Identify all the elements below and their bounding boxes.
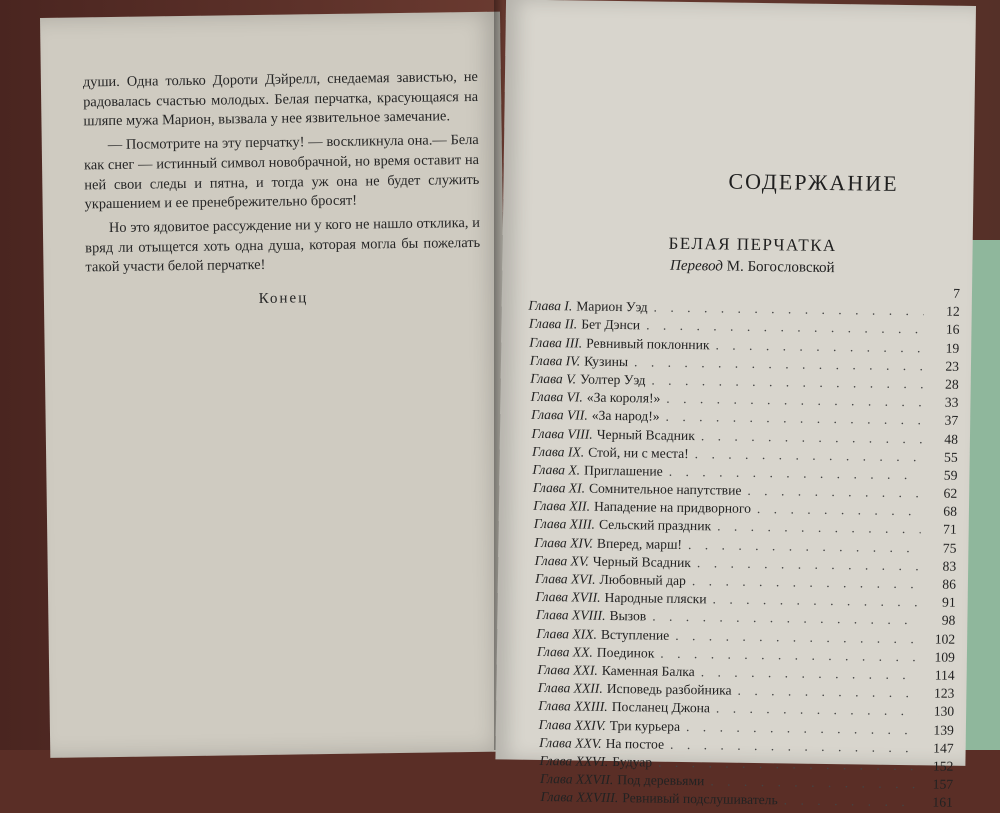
chapter-number: Глава XXVIII. xyxy=(540,789,619,806)
dot-leader xyxy=(712,592,919,611)
dot-leader xyxy=(701,428,922,447)
page-number: 161 xyxy=(932,794,953,811)
dot-leader xyxy=(654,300,924,320)
chapter-title: Черный Всадник xyxy=(596,426,695,443)
chapter-number: Глава III. xyxy=(529,334,583,351)
page-number: 23 xyxy=(945,358,960,374)
page-number: 33 xyxy=(944,394,959,410)
translator-prefix: Перевод xyxy=(669,257,724,275)
right-page xyxy=(495,0,976,811)
page-number: 55 xyxy=(944,449,958,465)
paragraph: Но это ядовитое рассуждение ни у кого не нашло отклика, и вряд ли отыщется хоть одна душа, которая могла бы пожелать такой участи белой перчатке! xyxy=(85,214,481,276)
page-number: 114 xyxy=(934,667,955,683)
chapter-number: Глава II. xyxy=(528,316,578,332)
dot-leader xyxy=(701,664,919,683)
chapter-number: Глава XVI. xyxy=(535,570,596,587)
page-number: 157 xyxy=(932,776,954,792)
dot-leader xyxy=(737,683,918,702)
page-number: 102 xyxy=(934,631,956,647)
dot-leader xyxy=(695,446,922,465)
dot-leader xyxy=(710,773,917,792)
chapter-title: «За короля!» xyxy=(586,389,661,406)
left-page xyxy=(40,12,510,758)
page-number: 62 xyxy=(943,485,958,501)
chapter-title: Марион Уэд xyxy=(576,298,648,315)
chapter-title: Уолтер Уэд xyxy=(580,371,646,388)
chapter-number: Глава VII. xyxy=(531,407,588,423)
chapter-number: Глава XIII. xyxy=(533,516,596,533)
chapter-title: Каменная Балка xyxy=(601,662,695,680)
chapter-title: Ревнивый подслушиватель xyxy=(622,790,778,808)
chapter-title: Посланец Джона xyxy=(611,699,711,716)
left-page-text xyxy=(83,68,481,312)
chapter-number: Глава XXIII. xyxy=(538,698,608,715)
dot-leader xyxy=(665,409,922,429)
chapter-number: Глава VIII. xyxy=(531,425,593,442)
paragraph: души. Одна только Дороти Дэйрелл, снедаемая завистью, не радовалась счастью молодых. Белая перчатка, красующаяся на шляпе мужа Марион, вызвала у нее язвительное замечание. xyxy=(82,68,479,130)
dot-leader xyxy=(688,537,921,556)
contents-heading: СОДЕРЖАНИЕ xyxy=(728,168,899,196)
page-number: 68 xyxy=(943,503,958,520)
chapter-number: Глава X. xyxy=(532,461,581,478)
chapter-title: Поединок xyxy=(596,644,655,661)
dot-leader xyxy=(716,701,918,720)
dot-leader xyxy=(666,391,922,411)
chapter-number: Глава XIV. xyxy=(534,534,594,551)
chapter-title: Под деревьями xyxy=(617,772,705,789)
chapter-title: Сомнительное напутствие xyxy=(588,480,742,498)
page-number: 19 xyxy=(945,340,960,356)
page-number: 37 xyxy=(944,412,959,429)
chapter-title: Народные пляски xyxy=(604,590,707,607)
paragraph: — Посмотрите на эту перчатку! — воскликнула она.— Бела как снег — истинный символ новобрачной, но время оставит на ней свои следы и пятна, и тогда уж она не будет служить украшением и ее пренебрежительно бросят! xyxy=(83,131,480,213)
page-number: 98 xyxy=(941,612,956,629)
chapter-title: «За народ!» xyxy=(591,407,660,424)
dot-leader xyxy=(692,573,920,592)
page-number: 147 xyxy=(933,740,954,756)
chapter-number: Глава XXIV. xyxy=(538,716,606,733)
chapter-number: Глава I. xyxy=(528,297,573,314)
chapter-number: Глава XXV. xyxy=(539,734,602,751)
page-number: 7 xyxy=(953,285,961,301)
chapter-number: Глава XXI. xyxy=(537,661,598,678)
page-number: 12 xyxy=(946,303,960,319)
dot-leader xyxy=(651,372,922,392)
chapter-title: Вызов xyxy=(609,608,647,624)
chapter-number: Глава XII. xyxy=(533,498,591,514)
chapter-number: Глава V. xyxy=(530,370,577,387)
dot-leader xyxy=(670,736,918,755)
page-number: 28 xyxy=(945,376,959,392)
chapter-title: Будуар xyxy=(612,753,653,770)
translator-line xyxy=(592,257,912,278)
translator-name: М. Богословской xyxy=(726,258,835,277)
page-number: 109 xyxy=(934,649,956,665)
page-number: 83 xyxy=(942,558,957,574)
dot-leader xyxy=(660,645,919,665)
chapter-title: Любовный дар xyxy=(599,571,687,589)
chapter-title: На постое xyxy=(605,735,665,752)
page-number: 75 xyxy=(942,540,957,556)
book-title: БЕЛАЯ ПЕРЧАТКА xyxy=(668,233,837,256)
chapter-number: Глава XX. xyxy=(536,643,593,660)
dot-leader xyxy=(669,464,922,484)
chapter-title: Приглашение xyxy=(583,462,663,479)
chapter-title: Стой, ни с места! xyxy=(588,444,689,461)
page-number: 139 xyxy=(933,721,954,738)
dot-leader xyxy=(652,609,919,629)
page-number: 86 xyxy=(942,576,957,592)
chapter-number: Глава XIX. xyxy=(536,625,598,642)
dot-leader xyxy=(717,519,921,538)
page-number: 152 xyxy=(932,758,954,774)
chapter-number: Глава XXVII. xyxy=(539,771,614,788)
dot-leader xyxy=(784,793,917,811)
dot-leader xyxy=(646,318,924,338)
dot-leader xyxy=(686,719,918,738)
chapter-title: Нападение на придворного xyxy=(593,498,752,517)
chapter-number: Глава XVIII. xyxy=(535,607,606,624)
dot-leader xyxy=(757,501,921,519)
chapter-number: Глава XXVI. xyxy=(539,752,609,769)
page-number: 91 xyxy=(941,594,956,610)
page-number: 16 xyxy=(945,321,960,338)
chapter-number: Глава XVII. xyxy=(535,589,601,606)
chapter-number: Глава VI. xyxy=(530,388,583,405)
chapter-title: Бет Дэнси xyxy=(581,316,641,333)
chapter-number: Глава XXII. xyxy=(537,680,603,696)
end-mark: Конец xyxy=(258,290,309,308)
page-number: 130 xyxy=(933,703,955,720)
chapter-title: Сельский праздник xyxy=(598,517,712,534)
chapter-number: Глава IX. xyxy=(531,443,585,460)
chapter-title: Черный Всадник xyxy=(592,553,692,570)
dot-leader xyxy=(634,354,923,374)
page-number: 71 xyxy=(942,522,957,538)
page-number: 59 xyxy=(943,467,958,483)
chapter-title: Кузины xyxy=(584,353,629,369)
dot-leader xyxy=(715,337,923,356)
page-number: 123 xyxy=(933,685,955,701)
dot-leader xyxy=(697,555,920,574)
chapter-title: Вступление xyxy=(600,626,670,643)
chapter-number: Глава IV. xyxy=(529,352,581,369)
chapter-number: Глава XV. xyxy=(534,552,589,569)
dot-leader xyxy=(675,627,919,646)
dot-leader xyxy=(747,483,921,501)
chapter-title: Ревнивый поклонник xyxy=(586,335,710,352)
dot-leader xyxy=(658,755,917,775)
chapter-title: Три курьера xyxy=(609,717,681,734)
chapter-number: Глава XI. xyxy=(532,479,586,496)
chapter-title: Вперед, марш! xyxy=(596,535,683,552)
page-number: 48 xyxy=(944,431,959,447)
table-of-contents xyxy=(521,280,960,813)
chapter-title: Исповедь разбойника xyxy=(606,681,732,698)
